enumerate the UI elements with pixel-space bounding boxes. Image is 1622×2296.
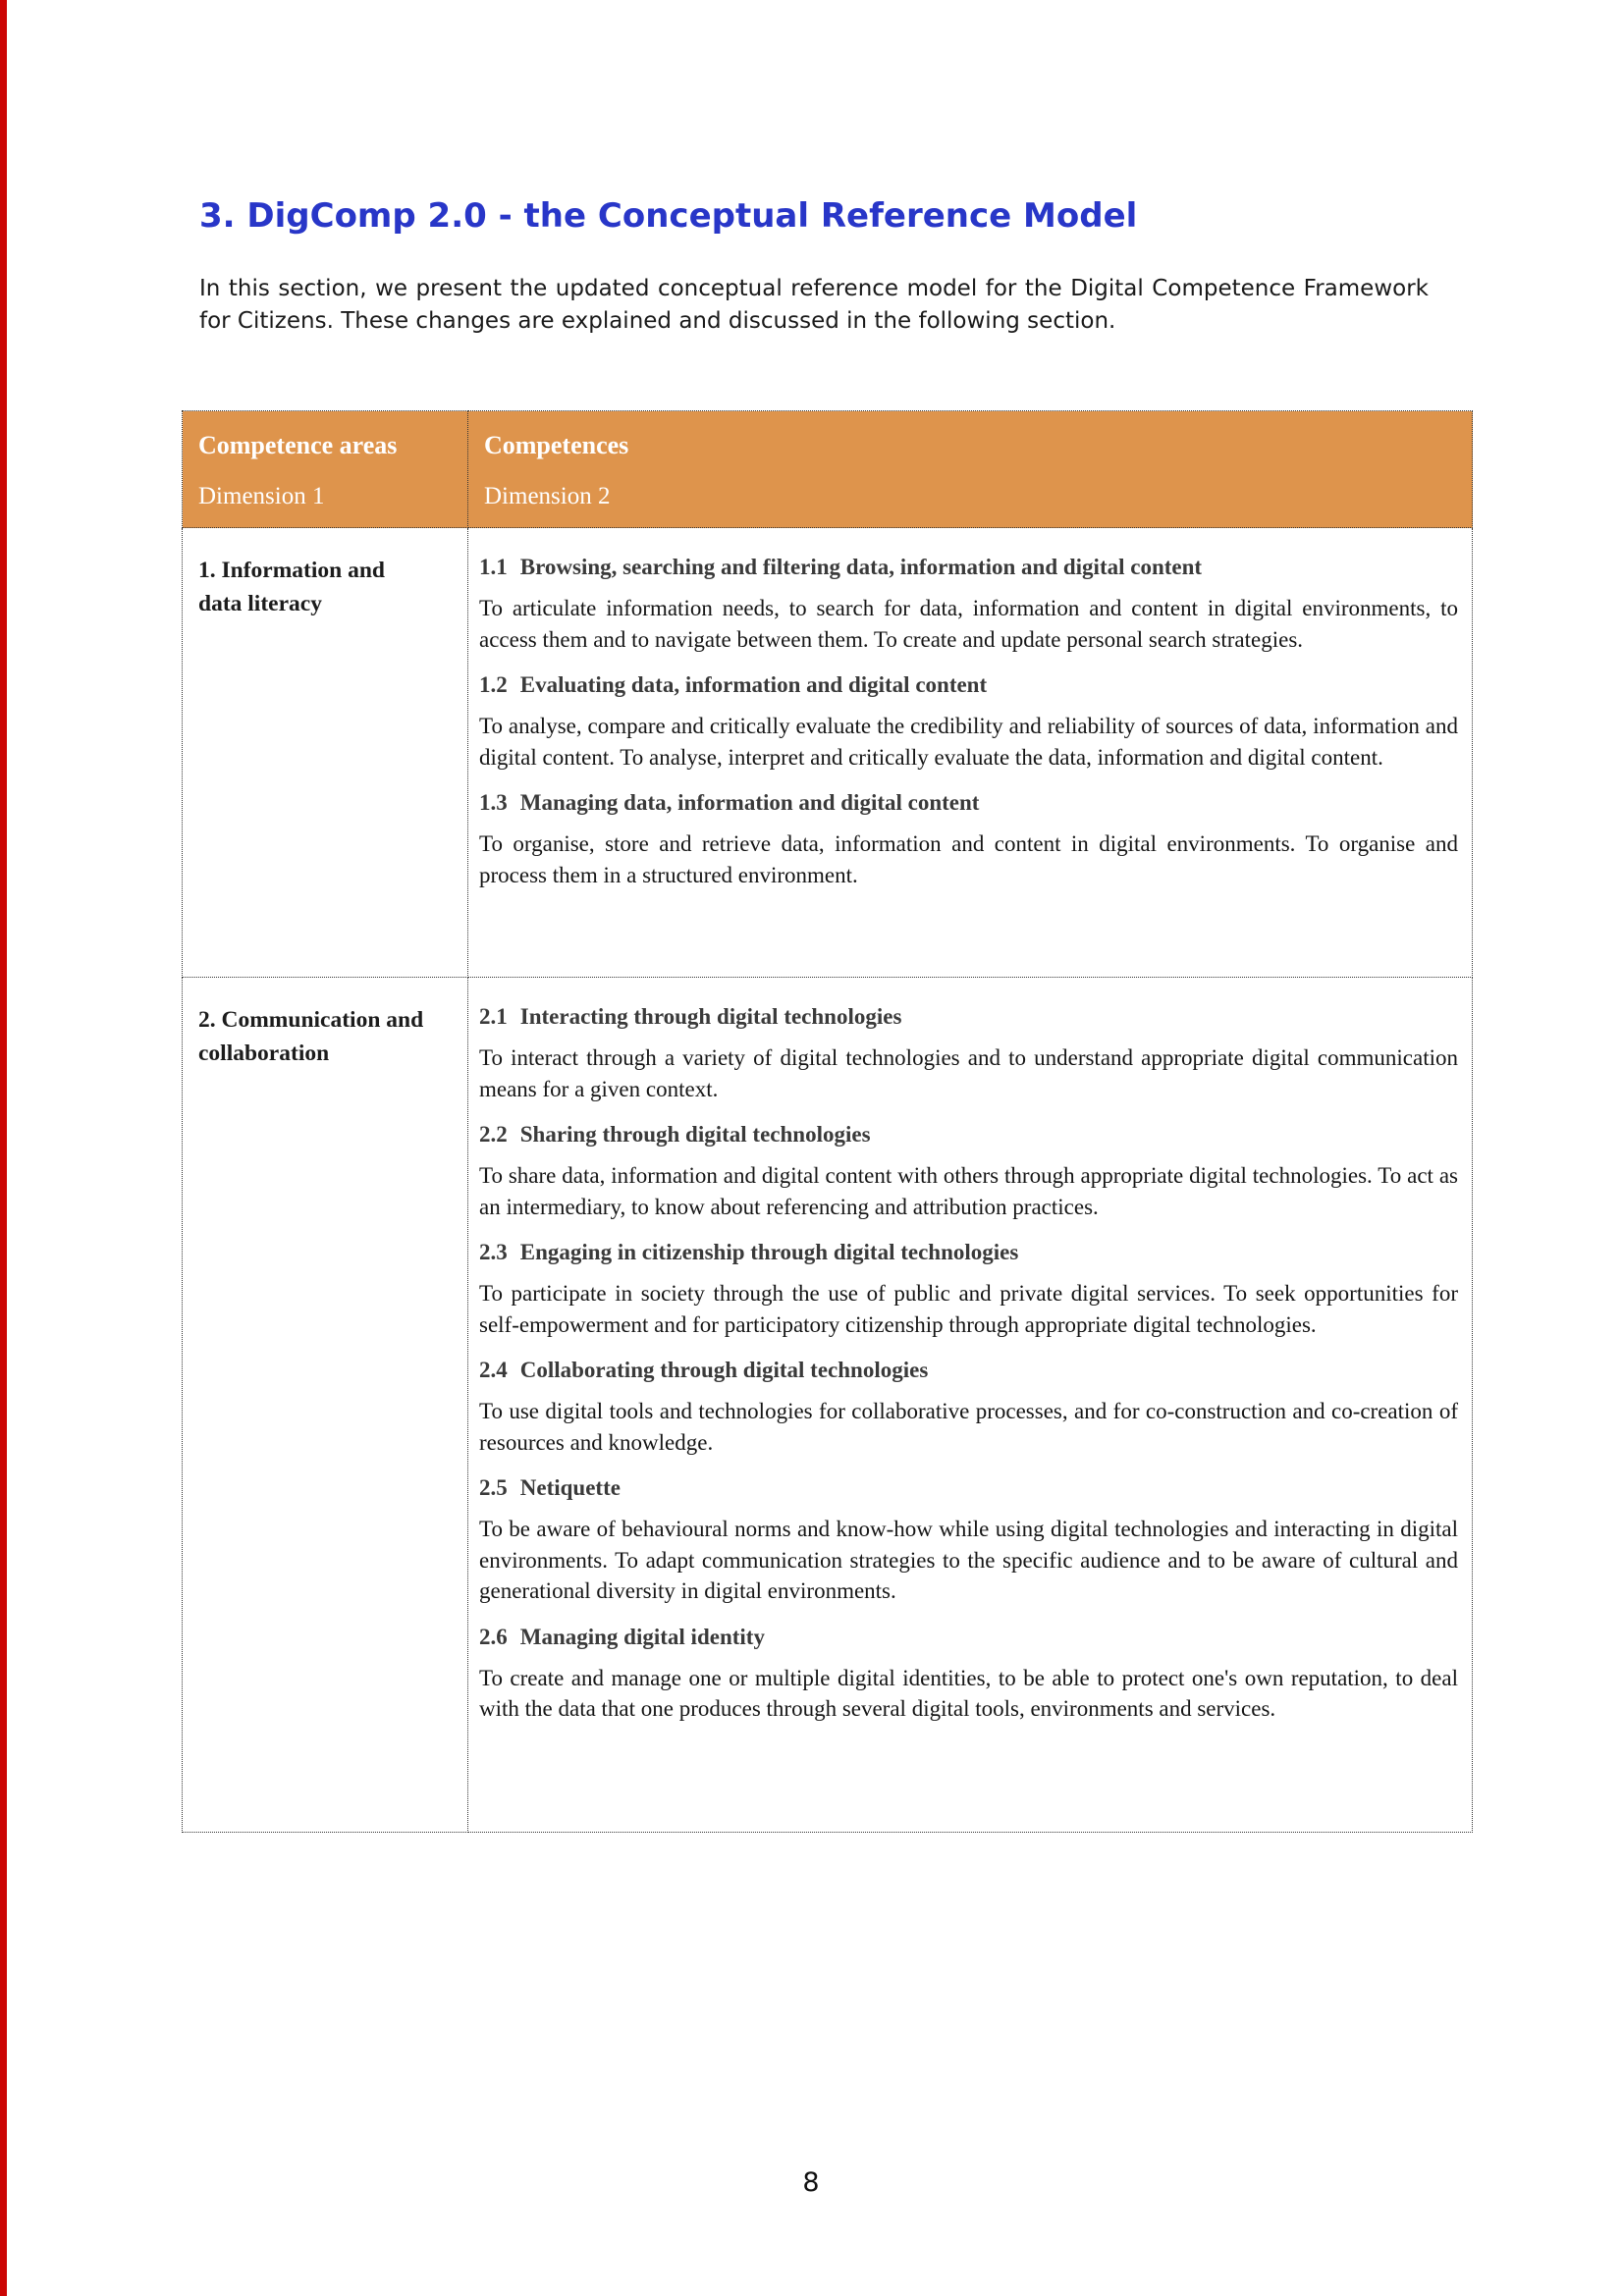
competence-title: Collaborating through digital technologies bbox=[519, 1358, 929, 1382]
competence-heading bbox=[479, 1001, 1458, 1033]
competence-item bbox=[479, 669, 1458, 773]
competence-list bbox=[479, 1001, 1458, 1725]
competence-title: Managing digital identity bbox=[519, 1624, 765, 1649]
competence-title: Sharing through digital technologies bbox=[519, 1122, 871, 1147]
competence-description: To analyse, compare and critically evaluate the credibility and reliability of sources of data, information and digital content. To analyse, interpret and critically evaluate the data, information and digital content. bbox=[479, 714, 1458, 770]
competence-area-cell bbox=[183, 978, 468, 1833]
competence-heading bbox=[479, 552, 1458, 583]
competence-title: Interacting through digital technologies bbox=[519, 1004, 902, 1029]
header-cell-competences bbox=[468, 411, 1473, 528]
competence-item bbox=[479, 1472, 1458, 1607]
competence-table bbox=[182, 410, 1473, 1833]
competence-area-cell bbox=[183, 528, 468, 978]
competence-area-label: 1. Information and data literacy bbox=[198, 558, 385, 616]
competence-heading bbox=[479, 1355, 1458, 1386]
competence-number: 2.2 bbox=[479, 1122, 508, 1147]
competence-title: Evaluating data, information and digital content bbox=[519, 672, 988, 697]
competence-description: To organise, store and retrieve data, information and content in digital environments. To organise and process them in a structured environment. bbox=[479, 831, 1458, 887]
page-edge-stripe bbox=[0, 0, 7, 2296]
competence-heading bbox=[479, 669, 1458, 701]
competence-title: Managing data, information and digital content bbox=[519, 790, 980, 815]
competence-number: 2.4 bbox=[479, 1358, 508, 1382]
competence-item bbox=[479, 1622, 1458, 1725]
table-header bbox=[183, 411, 1473, 528]
competence-number: 2.1 bbox=[479, 1004, 508, 1029]
competence-item bbox=[479, 1355, 1458, 1458]
competence-heading bbox=[479, 1622, 1458, 1653]
competence-area-label: 2. Communication and collaboration bbox=[198, 1007, 424, 1066]
header-competences-label: Competences bbox=[484, 431, 629, 459]
competence-number: 1.2 bbox=[479, 672, 508, 697]
competence-item bbox=[479, 1001, 1458, 1104]
competence-number: 2.6 bbox=[479, 1624, 508, 1649]
table-body bbox=[183, 528, 1473, 1833]
competence-number: 1.3 bbox=[479, 790, 508, 815]
section-title: 3. DigComp 2.0 - the Conceptual Reference Model bbox=[199, 196, 1138, 236]
competence-heading bbox=[479, 1472, 1458, 1504]
competence-item bbox=[479, 1237, 1458, 1340]
table-row bbox=[183, 978, 1473, 1833]
competence-item bbox=[479, 787, 1458, 890]
page-number: 8 bbox=[802, 2167, 820, 2198]
competence-description: To articulate information needs, to search for data, information and content in digital environments, to access them and to navigate between them. To create and update personal search strategies. bbox=[479, 596, 1458, 652]
intro-paragraph: In this section, we present the updated conceptual reference model for the Digital Competence Framework for Citizens. These changes are explained and discussed in the following section. bbox=[199, 276, 1429, 334]
competence-description: To share data, information and digital content with others through appropriate digital technologies. To act as an intermediary, to know about referencing and attribution practices. bbox=[479, 1163, 1458, 1219]
competence-number: 1.1 bbox=[479, 555, 508, 579]
competences-cell bbox=[468, 528, 1473, 978]
competence-item bbox=[479, 552, 1458, 655]
header-dimension-2-label: Dimension 2 bbox=[484, 483, 611, 509]
competences-cell bbox=[468, 978, 1473, 1833]
header-competence-areas-label: Competence areas bbox=[198, 431, 398, 459]
competence-heading bbox=[479, 787, 1458, 819]
competence-number: 2.3 bbox=[479, 1240, 508, 1264]
competence-item bbox=[479, 1119, 1458, 1222]
competence-title: Netiquette bbox=[519, 1475, 621, 1500]
competence-description: To participate in society through the use of public and private digital services. To seek opportunities for self-empowerment and for participatory citizenship through appropriate digital technologies. bbox=[479, 1281, 1458, 1337]
competence-list bbox=[479, 552, 1458, 890]
competence-description: To interact through a variety of digital technologies and to understand appropriate digital communication means for a given context. bbox=[479, 1045, 1458, 1101]
competence-number: 2.5 bbox=[479, 1475, 508, 1500]
competence-title: Engaging in citizenship through digital technologies bbox=[519, 1240, 1019, 1264]
header-cell-competence-areas bbox=[183, 411, 468, 528]
competence-description: To use digital tools and technologies for collaborative processes, and for co-construction and co-creation of resources and knowledge. bbox=[479, 1399, 1458, 1455]
competence-heading bbox=[479, 1237, 1458, 1268]
table-row bbox=[183, 528, 1473, 978]
competence-title: Browsing, searching and filtering data, information and digital content bbox=[519, 555, 1203, 579]
competence-description: To be aware of behavioural norms and know-how while using digital technologies and interacting in digital environments. To adapt communication strategies to the specific audience and to be aware of cultural and generational diversity in digital environments. bbox=[479, 1517, 1458, 1603]
competence-description: To create and manage one or multiple digital identities, to be able to protect one's own reputation, to deal with the data that one produces through several digital tools, environments and services. bbox=[479, 1665, 1458, 1721]
header-dimension-1-label: Dimension 1 bbox=[198, 483, 325, 509]
competence-heading bbox=[479, 1119, 1458, 1150]
